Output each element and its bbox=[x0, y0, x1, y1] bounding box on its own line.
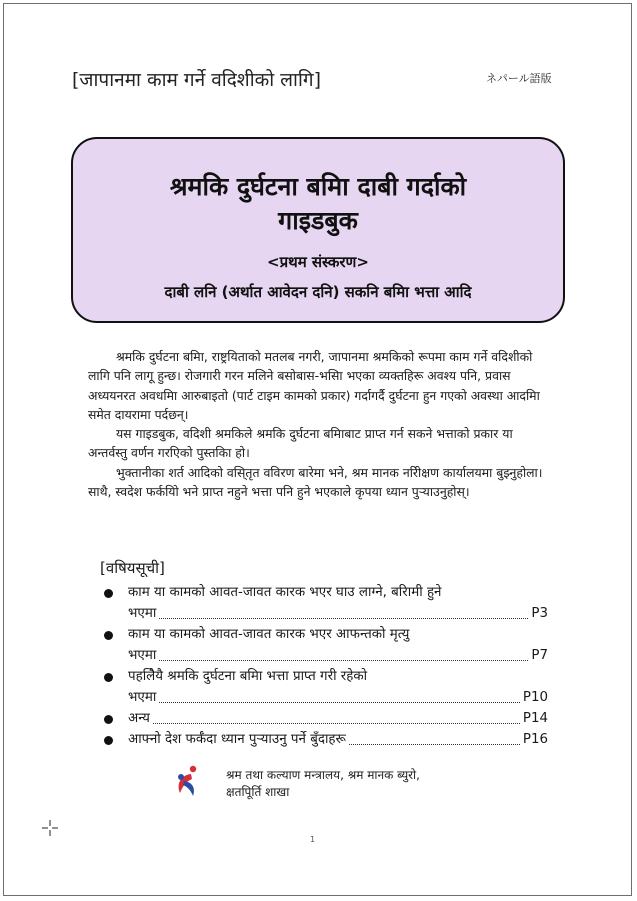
ministry-logo-icon bbox=[172, 764, 202, 798]
toc-item-label: अन्य bbox=[128, 711, 150, 726]
toc-item-line2: भएमा bbox=[128, 648, 157, 663]
toc-item[interactable] bbox=[104, 624, 548, 666]
title-line-1: श्रमकि दुर्घटना बमिा दाबी गर्दाको bbox=[169, 172, 467, 201]
toc-item-line2: भएमा bbox=[128, 606, 157, 621]
dot-leader bbox=[153, 723, 520, 724]
toc-item[interactable] bbox=[104, 708, 548, 729]
ministry-division: क्षतपिूर्ति शाखा bbox=[226, 785, 290, 799]
bullet-icon bbox=[104, 715, 113, 724]
toc-item[interactable] bbox=[104, 729, 548, 750]
title-box bbox=[71, 137, 565, 323]
toc-item-label: आफ्नो देश फर्कँदा ध्यान पुर्‍याउनु पर्ने बुँदाहरू bbox=[128, 732, 346, 747]
toc-heading: [वषियसूची] bbox=[100, 559, 165, 577]
intro-text bbox=[88, 347, 548, 501]
toc-page-number: P16 bbox=[522, 732, 548, 747]
audience-heading: [जापानमा काम गर्ने वदिशीको लागि] bbox=[72, 69, 322, 91]
intro-paragraph: श्रमकि दुर्घटना बमिा, राष्ट्रयिताको मतलब नगरी, जापानमा श्रमकिको रूपमा काम गर्ने वदिशीको लागि पनि लागू हुन्छ। रोजगारी गरन मलिने बसोबास-भसिा भएका व्यक्तहिरू अवश्य पनि, प्रवास अध्ययनरत अवधमिा आरुबाइतो (पार्ट टाइम कामको प्रकार) गर्दागर्दै दुर्घटना हुन गएको अवस्था आदमिा समेत दायरामा पर्दछन्। bbox=[88, 349, 540, 422]
dot-leader bbox=[159, 660, 528, 661]
toc-page-number: P7 bbox=[531, 648, 548, 663]
toc-page-number: P3 bbox=[531, 606, 548, 621]
crop-mark-icon bbox=[40, 818, 60, 838]
dot-leader bbox=[159, 702, 520, 703]
title-line-2: गाइडबुक bbox=[278, 206, 358, 235]
table-of-contents bbox=[104, 582, 548, 750]
toc-item-line1: काम या कामको आवत-जावत कारक भएर घाउ लाग्ने, बरिामी हुने bbox=[128, 585, 442, 600]
subtitle: दाबी लनि (अर्थात आवेदन दनि) सकनि बमिा भत्ता आदि bbox=[164, 283, 472, 301]
toc-item-line2: भएमा bbox=[128, 690, 157, 705]
page-number: 1 bbox=[310, 835, 316, 844]
ministry-name: श्रम तथा कल्याण मन्त्रालय, श्रम मानक ब्युरो, bbox=[226, 768, 420, 782]
intro-paragraph: भुक्तानीका शर्त आदिको वसि्तृत ववि‌रण बारेमा भने, श्रम मानक नरिीक्षण कार्यालयमा बुझ्नुहोला। साथै, स्वदेश फर्कयिो भने प्राप्त नहुने भत्ता पनि हुने भएकाले कृपया ध्यान पुर्‍याउनुहोस्। bbox=[88, 464, 543, 500]
toc-item-line1: काम या कामको आवत-जावत कारक भएर आफन्तको मृत्यु bbox=[128, 627, 410, 642]
dot-leader bbox=[159, 618, 528, 619]
intro-paragraph: यस गाइडबुक, वदिशी श्रमकिले श्रमकि दुर्घटना बमिाबाट प्राप्त गर्न सकने भत्ताको प्रकार या अन्तर्वस्तु वर्णन गरएिको पुस्तकिा हो। bbox=[88, 426, 513, 461]
toc-page-number: P10 bbox=[522, 690, 548, 705]
edition-label: <प्रथम संस्करण> bbox=[267, 253, 369, 271]
bullet-icon bbox=[104, 736, 113, 745]
bullet-icon bbox=[104, 631, 113, 640]
dot-leader bbox=[349, 744, 520, 745]
ministry-footer bbox=[226, 767, 420, 801]
bullet-icon bbox=[104, 589, 113, 598]
toc-page-number: P14 bbox=[522, 711, 548, 726]
toc-item-line1: पहलिैयै श्रमकि दुर्घटना बमिा भत्ता प्राप्त गरी रहेको bbox=[128, 669, 368, 684]
toc-item[interactable] bbox=[104, 582, 548, 624]
edition-language-label: ネパール語版 bbox=[486, 72, 552, 85]
bullet-icon bbox=[104, 673, 113, 682]
toc-item[interactable] bbox=[104, 666, 548, 708]
